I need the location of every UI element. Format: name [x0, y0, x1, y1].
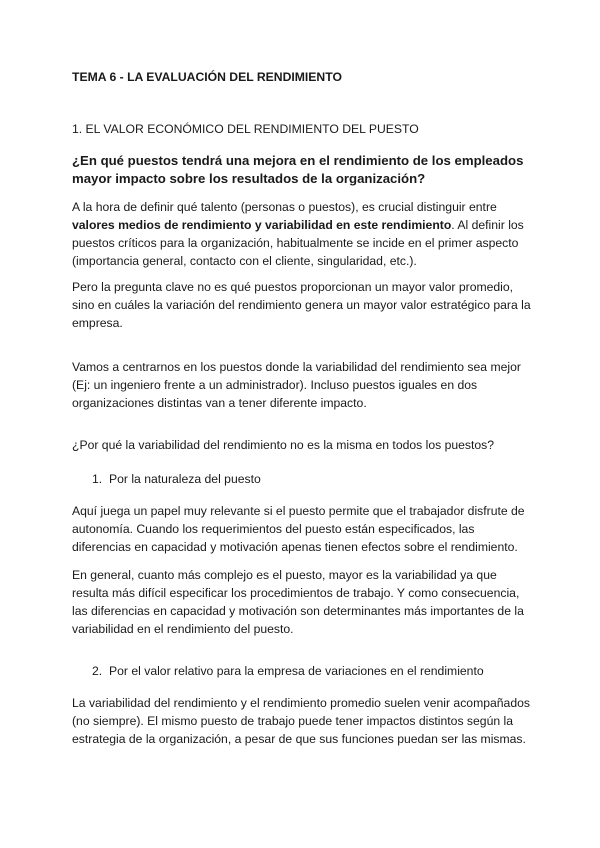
paragraph-1-text-a: A la hora de definir qué talento (personas o puestos), es crucial distinguir entre	[72, 200, 497, 214]
paragraph-1-text-b: . Al definir los puestos críticos para la organización, habitualmente se incide en el primer aspecto (importancia general, contacto con el cliente, singularidad, etc.).	[72, 218, 524, 268]
key-question: ¿En qué puestos tendrá una mejora en el rendimiento de los empleados mayor impacto sobre los resultados de la organización?	[72, 153, 524, 186]
paragraph-5: En general, cuanto más complejo es el puesto, mayor es la variabilidad ya que resulta más difícil especificar los procedimientos de trabajo. Y como consecuencia, las diferencias en capacidad y motivación son determinantes más importantes de la variabilidad en el rendimiento del puesto.	[72, 568, 524, 636]
paragraph-2: Pero la pregunta clave no es qué puestos proporcionan un mayor valor promedio, sino en cuáles la variación del rendimiento genera un mayor valor estratégico para la empresa.	[72, 280, 531, 330]
list-text: Por el valor relativo para la empresa de variaciones en el rendimiento	[109, 664, 484, 678]
paragraph-3: Vamos a centrarnos en los puestos donde la variabilidad del rendimiento sea mejor (Ej: un ingeniero frente a un administrador). Incluso puestos iguales en dos organizaciones distintas van a tener diferente impacto.	[72, 360, 521, 410]
list-item	[92, 662, 532, 680]
paragraph-1	[72, 198, 532, 270]
section-heading: 1. EL VALOR ECONÓMICO DEL RENDIMIENTO DEL PUESTO	[72, 122, 419, 136]
list-number: 2.	[92, 664, 103, 678]
list-item	[92, 470, 532, 488]
paragraph-4: Aquí juega un papel muy relevante si el puesto permite que el trabajador disfrute de autonomía. Cuando los requerimientos del puesto están especificados, las diferencias en capacidad y motivación apenas tienen efectos sobre el rendimiento.	[72, 504, 525, 554]
list-number: 1.	[92, 472, 103, 486]
paragraph-1-bold: valores medios de rendimiento y variabilidad en este rendimiento	[72, 218, 452, 232]
document-title: TEMA 6 - LA EVALUACIÓN DEL RENDIMIENTO	[72, 70, 342, 84]
list-text: Por la naturaleza del puesto	[109, 472, 261, 486]
question-2: ¿Por qué la variabilidad del rendimiento no es la misma en todos los puestos?	[72, 438, 495, 452]
paragraph-6: La variabilidad del rendimiento y el rendimiento promedio suelen venir acompañados (no siempre). El mismo puesto de trabajo puede tener impactos distintos según la estrategia de la organización, a pesar de que sus funciones puedan ser las mismas.	[72, 696, 530, 746]
